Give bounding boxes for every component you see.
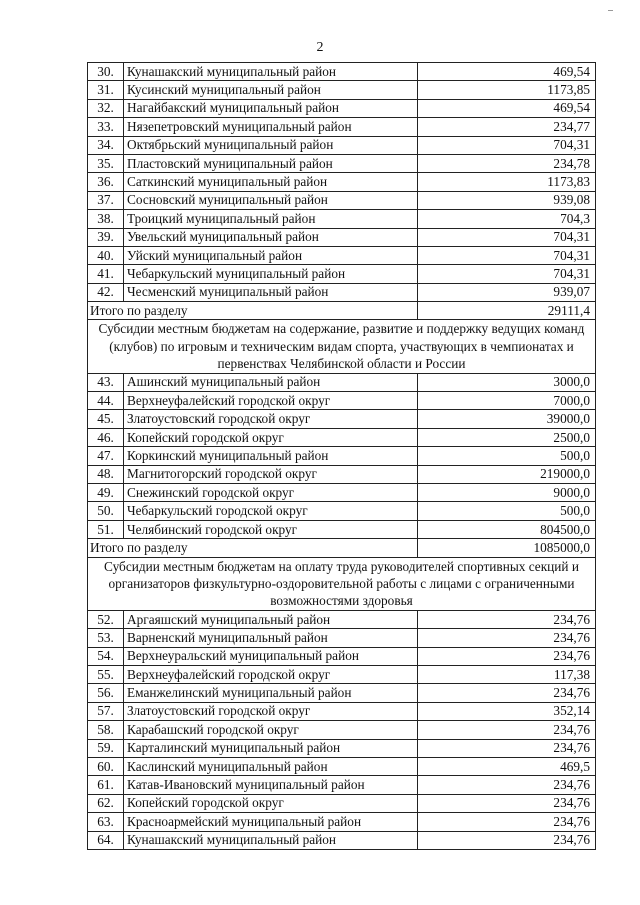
municipality-name: Верхнеуральский муниципальный район <box>124 647 418 665</box>
municipality-name: Коркинский муниципальный район <box>124 447 418 465</box>
subsidy-amount: 939,07 <box>418 283 596 301</box>
row-number: 51. <box>88 520 124 538</box>
table-row <box>88 246 596 264</box>
municipality-name: Нязепетровский муниципальный район <box>124 118 418 136</box>
table-row <box>88 721 596 739</box>
subsidy-amount: 234,76 <box>418 610 596 628</box>
row-number: 40. <box>88 246 124 264</box>
table-row <box>88 191 596 209</box>
section-title: Субсидии местным бюджетам на оплату труда руководителей спортивных секций и организаторов физкультурно-оздоровительной работы с лицами с ограниченными возможностями здоровья <box>88 557 596 610</box>
row-number: 37. <box>88 191 124 209</box>
table-row <box>88 647 596 665</box>
subsidy-amount: 234,76 <box>418 831 596 849</box>
subsidy-amount: 939,08 <box>418 191 596 209</box>
subsidy-amount: 234,76 <box>418 813 596 831</box>
row-number: 33. <box>88 118 124 136</box>
table-row <box>88 629 596 647</box>
municipality-name: Магнитогорский городской округ <box>124 465 418 483</box>
subsidy-table <box>87 62 596 850</box>
total-label: Итого по разделу <box>88 539 418 557</box>
subsidy-amount: 704,31 <box>418 136 596 154</box>
subsidy-amount: 1173,83 <box>418 173 596 191</box>
subsidy-amount: 234,76 <box>418 647 596 665</box>
row-number: 44. <box>88 392 124 410</box>
total-value: 29111,4 <box>418 302 596 320</box>
row-number: 32. <box>88 99 124 117</box>
row-number: 48. <box>88 465 124 483</box>
subsidy-amount: 3000,0 <box>418 373 596 391</box>
table-row <box>88 136 596 154</box>
row-number: 53. <box>88 629 124 647</box>
subsidy-amount: 234,76 <box>418 794 596 812</box>
subsidy-amount: 234,76 <box>418 721 596 739</box>
municipality-name: Пластовский муниципальный район <box>124 154 418 172</box>
section-title: Субсидии местным бюджетам на содержание, развитие и поддержку ведущих команд (клубов) по игровым и техническим видам спорта, участвующих в чемпионатах и первенствах Челябинской области и России <box>88 320 596 373</box>
section-title-row <box>88 320 596 373</box>
subsidy-amount: 1173,85 <box>418 81 596 99</box>
subsidy-amount: 234,76 <box>418 776 596 794</box>
subsidy-amount: 704,31 <box>418 246 596 264</box>
table-row <box>88 410 596 428</box>
table-row <box>88 776 596 794</box>
table-row <box>88 465 596 483</box>
municipality-name: Сосновский муниципальный район <box>124 191 418 209</box>
subsidy-amount: 234,76 <box>418 629 596 647</box>
subsidy-amount: 117,38 <box>418 665 596 683</box>
row-number: 62. <box>88 794 124 812</box>
municipality-name: Чесменский муниципальный район <box>124 283 418 301</box>
municipality-name: Каслинский муниципальный район <box>124 757 418 775</box>
municipality-name: Октябрьский муниципальный район <box>124 136 418 154</box>
subsidy-amount: 352,14 <box>418 702 596 720</box>
row-number: 31. <box>88 81 124 99</box>
subsidy-amount: 469,54 <box>418 63 596 81</box>
subsidy-amount: 500,0 <box>418 447 596 465</box>
subsidy-amount: 7000,0 <box>418 392 596 410</box>
table-row <box>88 283 596 301</box>
table-row <box>88 392 596 410</box>
row-number: 38. <box>88 210 124 228</box>
table-row <box>88 702 596 720</box>
municipality-name: Троицкий муниципальный район <box>124 210 418 228</box>
municipality-name: Чебаркульский муниципальный район <box>124 265 418 283</box>
row-number: 56. <box>88 684 124 702</box>
row-number: 59. <box>88 739 124 757</box>
subsidy-amount: 804500,0 <box>418 520 596 538</box>
row-number: 43. <box>88 373 124 391</box>
row-number: 63. <box>88 813 124 831</box>
subsidy-amount: 219000,0 <box>418 465 596 483</box>
row-number: 30. <box>88 63 124 81</box>
municipality-name: Кунашакский муниципальный район <box>124 63 418 81</box>
municipality-name: Кусинский муниципальный район <box>124 81 418 99</box>
table-row <box>88 373 596 391</box>
table-row <box>88 610 596 628</box>
municipality-name: Карталинский муниципальный район <box>124 739 418 757</box>
row-number: 55. <box>88 665 124 683</box>
municipality-name: Верхнеуфалейский городской округ <box>124 665 418 683</box>
table-row <box>88 831 596 849</box>
table-row <box>88 154 596 172</box>
subsidy-amount: 704,31 <box>418 265 596 283</box>
row-number: 41. <box>88 265 124 283</box>
row-number: 50. <box>88 502 124 520</box>
subsidy-amount: 234,77 <box>418 118 596 136</box>
table-row <box>88 63 596 81</box>
subsidy-amount: 39000,0 <box>418 410 596 428</box>
row-number: 39. <box>88 228 124 246</box>
table-row <box>88 118 596 136</box>
municipality-name: Челябинский городской округ <box>124 520 418 538</box>
table-body <box>88 63 596 850</box>
subsidy-amount: 704,31 <box>418 228 596 246</box>
row-number: 34. <box>88 136 124 154</box>
municipality-name: Чебаркульский городской округ <box>124 502 418 520</box>
table-row <box>88 265 596 283</box>
table-row <box>88 210 596 228</box>
subsidy-amount: 234,76 <box>418 684 596 702</box>
municipality-name: Карабашский городской округ <box>124 721 418 739</box>
municipality-name: Кунашакский муниципальный район <box>124 831 418 849</box>
row-number: 49. <box>88 484 124 502</box>
table-row <box>88 684 596 702</box>
row-number: 46. <box>88 428 124 446</box>
subsidy-amount: 9000,0 <box>418 484 596 502</box>
subsidy-amount: 469,5 <box>418 757 596 775</box>
table-row <box>88 99 596 117</box>
row-number: 61. <box>88 776 124 794</box>
row-number: 54. <box>88 647 124 665</box>
total-value: 1085000,0 <box>418 539 596 557</box>
table-row <box>88 81 596 99</box>
table-row <box>88 173 596 191</box>
section-total-row <box>88 539 596 557</box>
table-row <box>88 757 596 775</box>
table-row <box>88 502 596 520</box>
row-number: 45. <box>88 410 124 428</box>
table-row <box>88 228 596 246</box>
municipality-name: Саткинский муниципальный район <box>124 173 418 191</box>
municipality-name: Верхнеуфалейский городской округ <box>124 392 418 410</box>
table-row <box>88 665 596 683</box>
table-row <box>88 739 596 757</box>
subsidy-amount: 704,3 <box>418 210 596 228</box>
municipality-name: Ашинский муниципальный район <box>124 373 418 391</box>
municipality-name: Уйский муниципальный район <box>124 246 418 264</box>
municipality-name: Копейский городской округ <box>124 428 418 446</box>
table-row <box>88 520 596 538</box>
row-number: 47. <box>88 447 124 465</box>
municipality-name: Катав-Ивановский муниципальный район <box>124 776 418 794</box>
municipality-name: Снежинский городской округ <box>124 484 418 502</box>
total-label: Итого по разделу <box>88 302 418 320</box>
subsidy-amount: 2500,0 <box>418 428 596 446</box>
row-number: 58. <box>88 721 124 739</box>
subsidy-amount: 469,54 <box>418 99 596 117</box>
municipality-name: Красноармейский муниципальный район <box>124 813 418 831</box>
page-number: 2 <box>316 40 324 55</box>
municipality-name: Копейский городской округ <box>124 794 418 812</box>
table-row <box>88 813 596 831</box>
row-number: 42. <box>88 283 124 301</box>
table-row <box>88 428 596 446</box>
municipality-name: Аргаяшский муниципальный район <box>124 610 418 628</box>
municipality-name: Варненский муниципальный район <box>124 629 418 647</box>
row-number: 36. <box>88 173 124 191</box>
subsidy-amount: 234,76 <box>418 739 596 757</box>
municipality-name: Увельский муниципальный район <box>124 228 418 246</box>
scan-mark <box>608 10 613 11</box>
row-number: 52. <box>88 610 124 628</box>
row-number: 64. <box>88 831 124 849</box>
row-number: 35. <box>88 154 124 172</box>
table-row <box>88 447 596 465</box>
section-title-row <box>88 557 596 610</box>
row-number: 60. <box>88 757 124 775</box>
municipality-name: Златоустовский городской округ <box>124 702 418 720</box>
subsidy-amount: 234,78 <box>418 154 596 172</box>
municipality-name: Златоустовский городской округ <box>124 410 418 428</box>
subsidy-amount: 500,0 <box>418 502 596 520</box>
table-row <box>88 794 596 812</box>
table-row <box>88 484 596 502</box>
row-number: 57. <box>88 702 124 720</box>
municipality-name: Нагайбакский муниципальный район <box>124 99 418 117</box>
section-total-row <box>88 302 596 320</box>
municipality-name: Еманжелинский муниципальный район <box>124 684 418 702</box>
